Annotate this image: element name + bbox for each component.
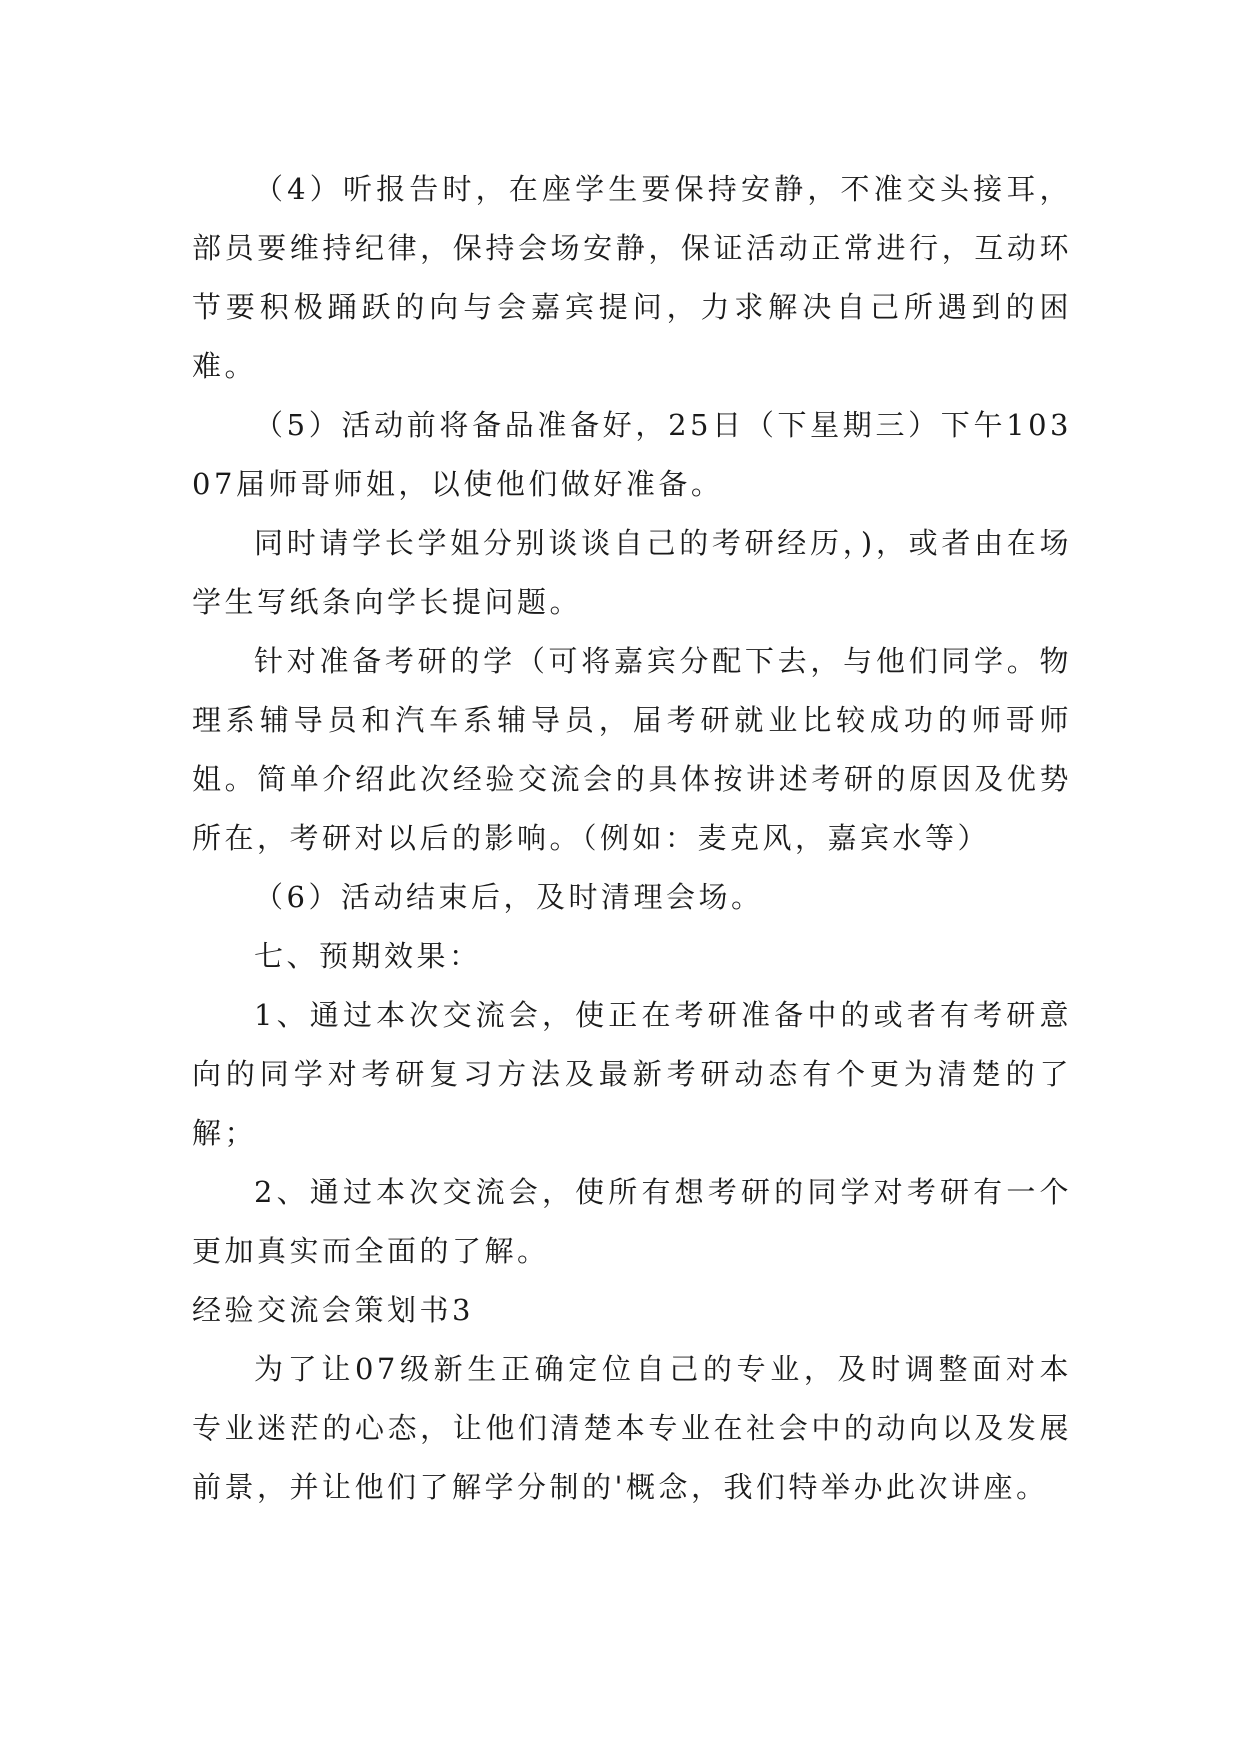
paragraph-item-4: （4）听报告时，在座学生要保持安静，不准交头接耳，部员要维持纪律，保持会场安静，保证活动正常进行，互动环节要积极踊跃的向与会嘉宾提问，力求解决自己所遇到的困难。 xyxy=(192,172,1072,383)
expected-result-1: 1、通过本次交流会，使正在考研准备中的或者有考研意向的同学对考研复习方法及最新考研动态有个更为清楚的了解； xyxy=(192,998,1072,1150)
paragraph-item-5: （5）活动前将备品准备好，25日（下星期三）下午10307届师哥师姐，以使他们做好准备。 xyxy=(192,408,1072,501)
paragraph-experience-sharing: 同时请学长学姐分别谈谈自己的考研经历，)，或者由在场学生写纸条向学长提问题。 xyxy=(192,526,1072,619)
paragraph-item-6: （6）活动结束后，及时清理会场。 xyxy=(254,880,764,914)
section-title: 经验交流会策划书3 xyxy=(192,1293,474,1327)
section-heading-expected-results: 七、预期效果： xyxy=(254,939,482,973)
intro-paragraph: 为了让07级新生正确定位自己的专业，及时调整面对本专业迷茫的心态，让他们清楚本专业在社会中的动向以及发展前景，并让他们了解学分制的'概念，我们特举办此次讲座。 xyxy=(192,1352,1072,1504)
paragraph-guest-arrangement: 针对准备考研的学（可将嘉宾分配下去，与他们同学。物理系辅导员和汽车系辅导员，届考研就业比较成功的师哥师姐。简单介绍此次经验交流会的具体按讲述考研的原因及优势所在，考研对以后的影响。（例如：麦克风，嘉宾水等） xyxy=(192,644,1072,855)
document-body xyxy=(192,160,1072,1517)
expected-result-2: 2、通过本次交流会，使所有想考研的同学对考研有一个更加真实而全面的了解。 xyxy=(192,1175,1072,1268)
